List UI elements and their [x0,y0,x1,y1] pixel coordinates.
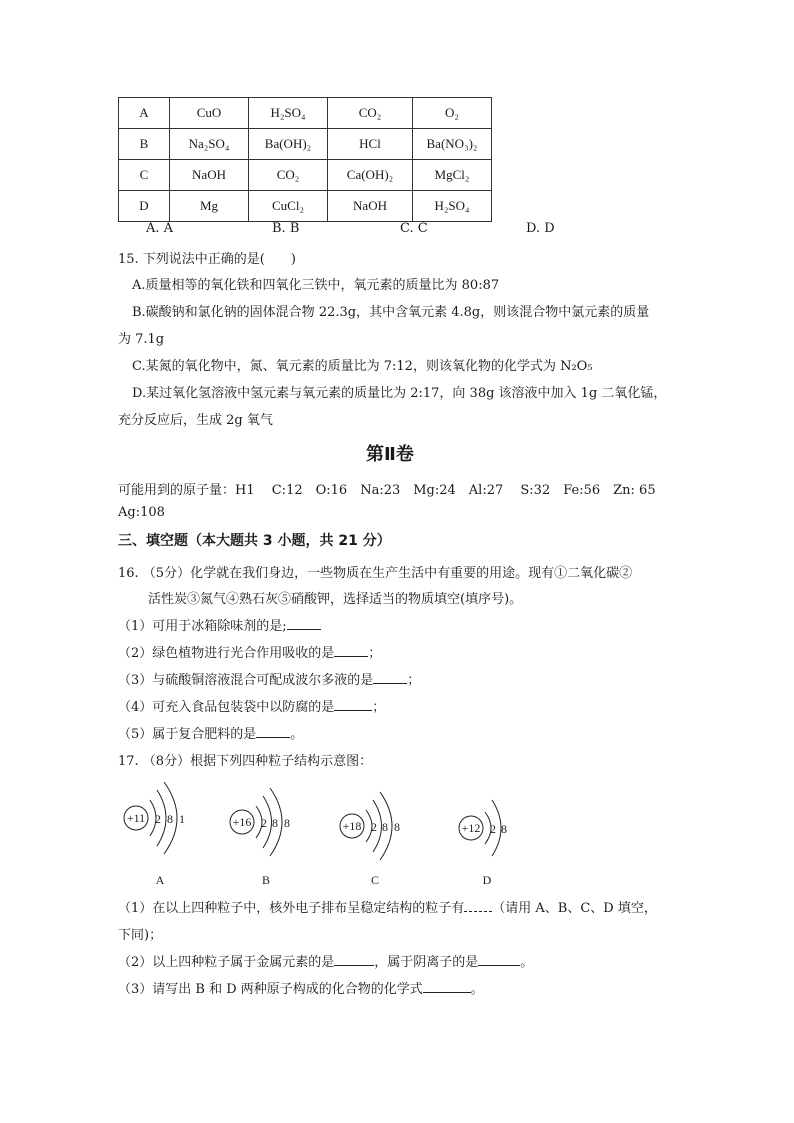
atomic-masses-line1: 可能用到的原子量：H1 C:12 O:16 Na:23 Mg:24 Al:27 S:32 Fe:56 Zn: 65 [118,483,656,498]
particle-c [340,792,400,887]
particle-c-shell-2: 8 [382,820,388,834]
table-cell: Ca(OH)₂ [328,160,413,191]
table-cell: Mg [170,191,249,222]
options-table [118,97,492,222]
choice-d: D. D [526,221,555,236]
particle-a-shell-1: 2 [155,812,161,826]
table-cell: O₂ [413,98,492,129]
particle-a-nucleus: +11 [126,811,146,825]
particle-b-shell-3: 8 [284,816,290,830]
table-cell: MgCl₂ [413,160,492,191]
q17-stem: 17. （8分）根据下列四种粒子结构示意图： [118,754,373,769]
q15-option-b-line1: B.碳酸钠和氯化钠的固体混合物 22.3g，其中含氧元素 4.8g，则该混合物中氯元素的质量 [132,305,650,320]
q17-part2: （2）以上四种粒子属于金属元素的是 ，属于阴离子的是 。 [118,955,534,970]
particle-b [230,788,290,887]
q15-option-b-line2: 为 7.1g [118,332,165,347]
table-cell: HCl [328,129,413,160]
table-cell: CO₂ [328,98,413,129]
choice-c: C. C [400,221,428,236]
section-title: 第Ⅱ卷 [366,444,414,465]
table-cell: CO₂ [249,160,328,191]
table-cell: NaOH [328,191,413,222]
q16-stem-line2: 活性炭③氮气④熟石灰⑤硝酸钾，选择适当的物质填空(填序号)。 [148,592,523,607]
particle-b-shell-1: 2 [261,816,267,830]
q15-option-d-line1: D.某过氧化氢溶液中氢元素与氧元素的质量比为 2:17，向 38g 该溶液中加入 1g 二氧化锰， [132,386,667,401]
q16-item-5: （5）属于复合肥料的是 。 [118,727,304,742]
particle-a-shell-2: 8 [167,812,173,826]
particle-d-label: D [482,873,492,887]
row-label: D [119,191,170,222]
particle-c-shell-1: 2 [371,820,377,834]
q17-part1-line2: 下同)； [118,928,163,943]
q17-part3: （3）请写出 B 和 D 两种原子构成的化合物的化学式 。 [118,982,484,997]
q17-part1-line1: （1）在以上四种粒子中，核外电子排布呈稳定结构的粒子有 （请用 A、B、C、D 填空， [118,901,657,916]
q15-option-a: A.质量相等的氧化铁和四氧化三铁中，氧元素的质量比为 80:87 [132,278,500,293]
particle-diagrams [110,780,530,890]
particle-d-shell-1: 2 [490,822,496,836]
part-title: 三、填空题（本大题共 3 小题，共 21 分） [118,533,391,549]
table-row [119,191,492,222]
table-cell: H₂SO₄ [413,191,492,222]
particle-c-nucleus: +18 [342,819,362,833]
q16-item-2: （2）绿色植物进行光合作用吸收的是 ； [118,646,382,661]
table-cell: NaOH [170,160,249,191]
particle-a [124,782,185,887]
table-row [119,129,492,160]
particle-b-nucleus: +16 [232,815,252,829]
q16-item-1: （1）可用于冰箱除味剂的是; [118,615,321,634]
table-row [119,160,492,191]
particle-d-shell-2: 8 [501,822,507,836]
row-label: C [119,160,170,191]
q15-stem: 15. 下列说法中正确的是( ) [118,252,296,267]
particle-c-label: C [370,873,380,887]
table-cell: CuO [170,98,249,129]
q16-stem-line1: 16. （5分）化学就在我们身边，一些物质在生产生活中有重要的用途。现有①二氧化碳② [118,566,633,581]
particle-a-shell-3: 1 [179,812,185,826]
particle-c-shell-3: 8 [394,820,400,834]
table-cell: CuCl₂ [249,191,328,222]
atomic-masses-line2: Ag:108 [118,505,165,520]
q16-item-3: （3）与硫酸铜溶液混合可配成波尔多液的是 ； [118,673,421,688]
table-cell: Ba(OH)₂ [249,129,328,160]
choice-b: B. B [272,221,300,236]
choice-a: A. A [146,221,174,236]
table-row [119,98,492,129]
table-cell: H₂SO₄ [249,98,328,129]
q15-option-c: C.某氮的氧化物中，氮、氧元素的质量比为 7:12，则该氧化物的化学式为 N₂O₅ [132,359,593,374]
table-cell: Na₂SO₄ [170,129,249,160]
particle-b-label: B [261,873,271,887]
particle-d [459,800,507,887]
table-cell: Ba(NO₃)₂ [413,129,492,160]
row-label: A [119,98,170,129]
q15-option-d-line2: 充分反应后，生成 2g 氧气 [118,413,273,428]
particle-b-shell-2: 8 [272,816,278,830]
particle-d-nucleus: +12 [461,821,481,835]
particle-a-label: A [155,873,165,887]
row-label: B [119,129,170,160]
q16-item-4: （4）可充入食品包装袋中以防腐的是 ； [118,700,386,715]
